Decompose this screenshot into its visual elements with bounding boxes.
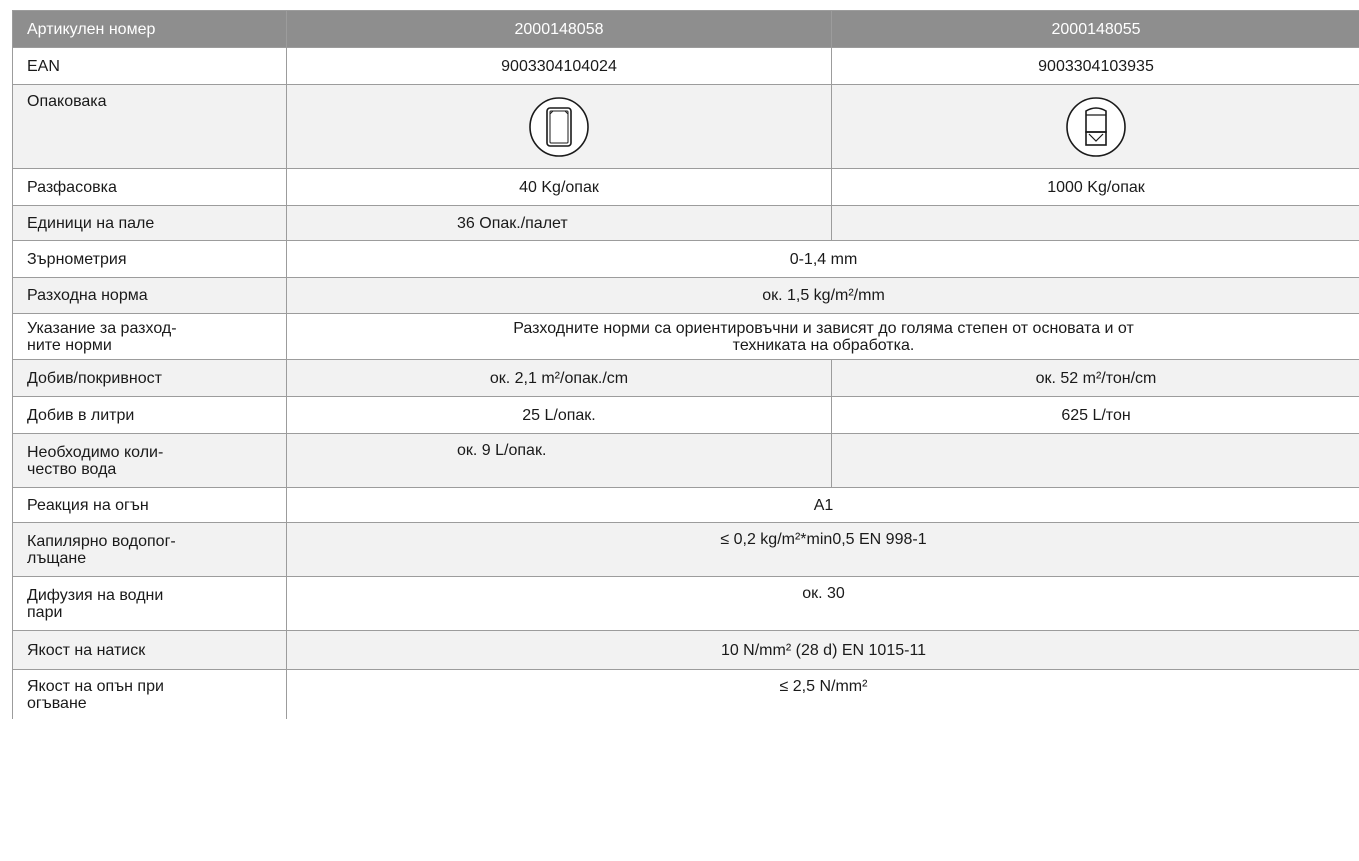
pallet-units-label: Единици на пале — [13, 206, 287, 241]
yield-liters-value-2: 625 L/тон — [832, 397, 1359, 434]
water-value-1: ок. 9 L/опак. — [287, 434, 832, 488]
water-label-line-2: чество вода — [27, 460, 117, 478]
packaging-cell-2 — [832, 85, 1359, 169]
consumption-note-value — [287, 314, 1359, 360]
yield-value-1: ок. 2,1 m²/опак./cm — [287, 360, 832, 397]
big-bag-icon — [1065, 96, 1127, 158]
row-water — [13, 434, 1359, 488]
diffusion-value: ок. 30 — [287, 577, 1359, 631]
row-diffusion — [13, 577, 1359, 631]
row-compressive — [13, 631, 1359, 670]
bag-icon — [528, 96, 590, 158]
compressive-value: 10 N/mm² (28 d) EN 1015-11 — [287, 631, 1359, 670]
water-label — [13, 434, 287, 488]
row-pallet-units — [13, 206, 1359, 241]
ean-label: EAN — [13, 48, 287, 85]
packaging-label: Опаковака — [13, 85, 287, 169]
row-grain — [13, 241, 1359, 278]
flexural-label-line-1: Якост на опън при — [27, 677, 164, 695]
ean-value-2: 9003304103935 — [832, 48, 1359, 85]
diffusion-label-line-2: пари — [27, 603, 63, 621]
product-spec-table — [12, 10, 1359, 719]
pallet-units-value-1: 36 Опак./палет — [287, 206, 832, 241]
capillary-label-line-1: Капилярно водопог- — [27, 532, 176, 550]
fire-value: A1 — [287, 488, 1359, 523]
portion-value-2: 1000 Kg/опак — [832, 169, 1359, 206]
packaging-cell-1 — [287, 85, 832, 169]
row-consumption — [13, 278, 1359, 314]
consumption-note-value-line-1: Разходните норми са ориентировъчни и зависят до голяма степен от основата и от — [513, 319, 1134, 337]
pallet-units-value-2 — [832, 206, 1359, 241]
header-article-1: 2000148058 — [287, 11, 832, 48]
water-value-2 — [832, 434, 1359, 488]
consumption-value: ок. 1,5 kg/m²/mm — [287, 278, 1359, 314]
consumption-label: Разходна норма — [13, 278, 287, 314]
row-yield-liters — [13, 397, 1359, 434]
consumption-note-label — [13, 314, 287, 360]
row-portion — [13, 169, 1359, 206]
capillary-value: ≤ 0,2 kg/m²*min0,5 EN 998-1 — [287, 523, 1359, 577]
flexural-label — [13, 670, 287, 720]
row-ean — [13, 48, 1359, 85]
flexural-value: ≤ 2,5 N/mm² — [287, 670, 1359, 720]
flexural-label-line-2: огъване — [27, 694, 87, 712]
row-packaging — [13, 85, 1359, 169]
consumption-note-label-line-2: ните норми — [27, 336, 112, 354]
yield-liters-value-1: 25 L/опак. — [287, 397, 832, 434]
diffusion-label — [13, 577, 287, 631]
portion-label: Разфасовка — [13, 169, 287, 206]
yield-value-2: ок. 52 m²/тон/cm — [832, 360, 1359, 397]
yield-liters-label: Добив в литри — [13, 397, 287, 434]
ean-value-1: 9003304104024 — [287, 48, 832, 85]
diffusion-label-line-1: Дифузия на водни — [27, 586, 164, 604]
fire-label: Реакция на огън — [13, 488, 287, 523]
capillary-label — [13, 523, 287, 577]
yield-label: Добив/покривност — [13, 360, 287, 397]
water-label-line-1: Необходимо коли- — [27, 443, 164, 461]
row-consumption-note — [13, 314, 1359, 360]
compressive-label: Якост на натиск — [13, 631, 287, 670]
row-flexural — [13, 670, 1359, 720]
header-label: Артикулен номер — [13, 11, 287, 48]
row-capillary — [13, 523, 1359, 577]
grain-label: Зърнометрия — [13, 241, 287, 278]
header-article-2: 2000148055 — [832, 11, 1359, 48]
consumption-note-label-line-1: Указание за разход- — [27, 319, 177, 337]
row-fire — [13, 488, 1359, 523]
row-yield — [13, 360, 1359, 397]
header-row — [13, 11, 1359, 48]
consumption-note-value-line-2: техниката на обработка. — [732, 336, 915, 354]
portion-value-1: 40 Kg/опак — [287, 169, 832, 206]
capillary-label-line-2: лъщане — [27, 549, 87, 567]
grain-value: 0-1,4 mm — [287, 241, 1359, 278]
